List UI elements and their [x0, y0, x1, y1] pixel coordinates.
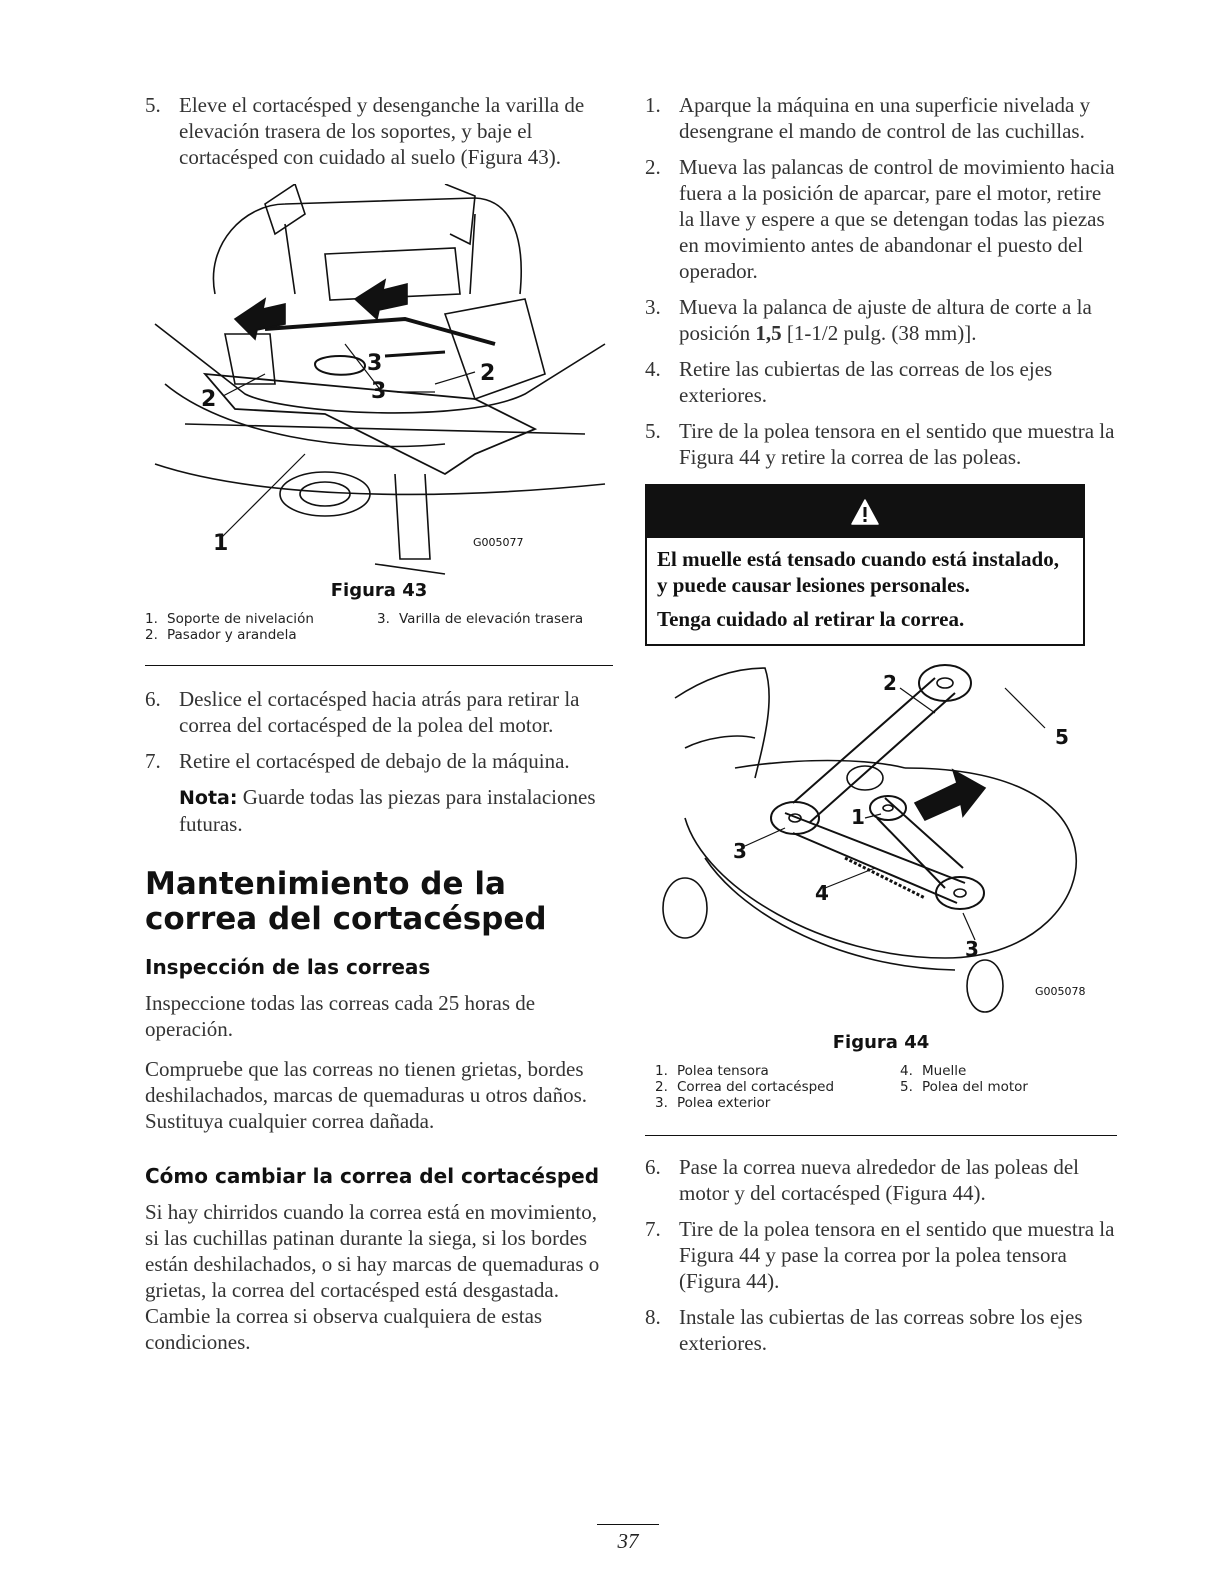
step-text: Instale las cubiertas de las correas sobre los ejes exteriores.	[679, 1305, 1083, 1355]
step-5-right	[645, 418, 1117, 470]
figure-43-illustration	[145, 184, 613, 576]
step-6-right	[645, 1154, 1117, 1206]
fig44-code: G005078	[1035, 985, 1086, 998]
right-column	[645, 92, 1117, 1366]
fig44-callout-4: 4	[815, 881, 829, 905]
fig43-callout-3b: 3	[371, 379, 387, 404]
legend-item: 2. Pasador y arandela	[145, 627, 297, 643]
step-text: Retire las cubiertas de las correas de los ejes exteriores.	[679, 357, 1053, 407]
step-text: Deslice el cortacésped hacia atrás para retirar la correa del cortacésped de la polea del motor.	[179, 687, 580, 737]
step-text: Retire el cortacésped de debajo de la máquina.	[179, 749, 570, 773]
divider-rule	[145, 665, 613, 666]
step-number: 6.	[145, 687, 161, 711]
note	[145, 784, 613, 837]
warning-box	[645, 484, 1085, 646]
step-text: [1-1/2 pulg. (38 mm)].	[781, 321, 977, 345]
warning-instruction: Tenga cuidado al retirar la correa.	[657, 607, 965, 631]
warning-text: El muelle está tensado cuando está instalado, y puede causar lesiones personales.	[657, 547, 1059, 597]
step-number: 6.	[645, 1155, 661, 1179]
note-label: Nota:	[179, 787, 238, 809]
step-number: 1.	[645, 93, 661, 117]
step-5-left	[145, 92, 613, 170]
fig44-callout-1: 1	[851, 805, 865, 829]
divider-rule	[645, 1135, 1117, 1136]
fig44-callout-3a: 3	[733, 839, 747, 863]
fig43-callout-1: 1	[213, 531, 229, 556]
step-8-right	[645, 1304, 1117, 1356]
warning-triangle-icon	[850, 498, 880, 526]
step-number: 8.	[645, 1305, 661, 1329]
step-4-right	[645, 356, 1117, 408]
subsection-title-change-belt: Cómo cambiar la correa del cortacésped	[145, 1164, 600, 1188]
section-title: Mantenimiento de la correa del cortacésped	[145, 866, 547, 937]
step-text: Tire de la polea tensora en el sentido que muestra la Figura 44 y pase la correa por la polea tensora (Figura 44).	[679, 1217, 1115, 1293]
step-text: Mueva las palancas de control de movimiento hacia fuera a la posición de aparcar, pare el motor, retire la llave y espere a que se detengan todas las piezas en movimiento antes de abandonar el puesto del operador.	[679, 155, 1115, 283]
step-number: 7.	[645, 1217, 661, 1241]
step-number: 2.	[645, 155, 661, 179]
step-3-right	[645, 294, 1117, 346]
legend-item: 1. Polea tensora	[655, 1063, 769, 1079]
step-6-left	[145, 686, 613, 738]
step-text: Pase la correa nueva alrededor de las poleas del motor y del cortacésped (Figura 44).	[679, 1155, 1079, 1205]
step-7-right	[645, 1216, 1117, 1294]
legend-item: 4. Muelle	[900, 1063, 967, 1079]
figure-43	[145, 184, 613, 643]
fig43-code: G005077	[473, 536, 524, 549]
step-text: Tire de la polea tensora en el sentido que muestra la Figura 44 y retire la correa de las poleas.	[679, 419, 1115, 469]
subsection-title-inspection: Inspección de las correas	[145, 955, 431, 979]
legend-item: 5. Polea del motor	[900, 1079, 1028, 1095]
legend-item: 3. Polea exterior	[655, 1095, 771, 1111]
figure-44-title: Figura 44	[832, 1032, 930, 1053]
step-text: Aparque la máquina en una superficie nivelada y desengrane el mando de control de las cuchillas.	[679, 93, 1091, 143]
step-number: 5.	[145, 93, 161, 117]
paragraph: Compruebe que las correas no tienen grietas, bordes deshilachados, marcas de quemaduras u otros daños. Sustituya cualquier correa dañada.	[145, 1057, 588, 1133]
note-text: Guarde todas las piezas para instalaciones futuras.	[179, 785, 596, 836]
fig43-callout-3a: 3	[367, 351, 383, 376]
paragraph: Si hay chirridos cuando la correa está en movimiento, si las cuchillas patinan durante la siega, si los bordes están deshilachados, o si hay marcas de quemaduras o grietas, la correa del cortacésped está desgastada. Cambie la correa si observa cualquiera de estas condiciones.	[145, 1200, 600, 1354]
step-text: Mueva la palanca de ajuste de altura de corte a la posición	[679, 295, 1092, 345]
paragraph: Inspeccione todas las correas cada 25 horas de operación.	[145, 991, 536, 1041]
step-2-right	[645, 154, 1117, 284]
step-number: 3.	[645, 295, 661, 319]
legend-item: 3. Varilla de elevación trasera	[377, 611, 584, 627]
legend-item: 2. Correa del cortacésped	[655, 1079, 835, 1095]
warning-body	[647, 538, 1083, 644]
fig44-callout-3b: 3	[965, 937, 979, 961]
step-text: Eleve el cortacésped y desenganche la varilla de elevación trasera de los soportes, y baje el cortacésped con cuidado al suelo (Figura 43).	[179, 93, 585, 169]
fig43-callout-2b: 2	[480, 361, 496, 386]
height-setting: 1,5	[755, 321, 782, 345]
warning-header	[647, 486, 1083, 538]
step-7-left	[145, 748, 613, 774]
figure-44	[645, 658, 1117, 1111]
fig44-callout-2: 2	[883, 671, 897, 695]
step-number: 5.	[645, 419, 661, 443]
legend-item: 1. Soporte de nivelación	[145, 611, 314, 627]
figure-43-legend	[145, 611, 613, 643]
fig44-callout-5: 5	[1055, 725, 1069, 749]
figure-44-illustration	[645, 658, 1117, 1028]
left-column	[145, 92, 613, 1369]
figure-44-legend	[655, 1063, 1117, 1111]
step-number: 4.	[645, 357, 661, 381]
page-number: 37	[597, 1524, 659, 1554]
step-number: 7.	[145, 749, 161, 773]
figure-43-title: Figura 43	[330, 580, 428, 601]
fig43-callout-2a: 2	[201, 387, 217, 412]
step-1-right	[645, 92, 1117, 144]
